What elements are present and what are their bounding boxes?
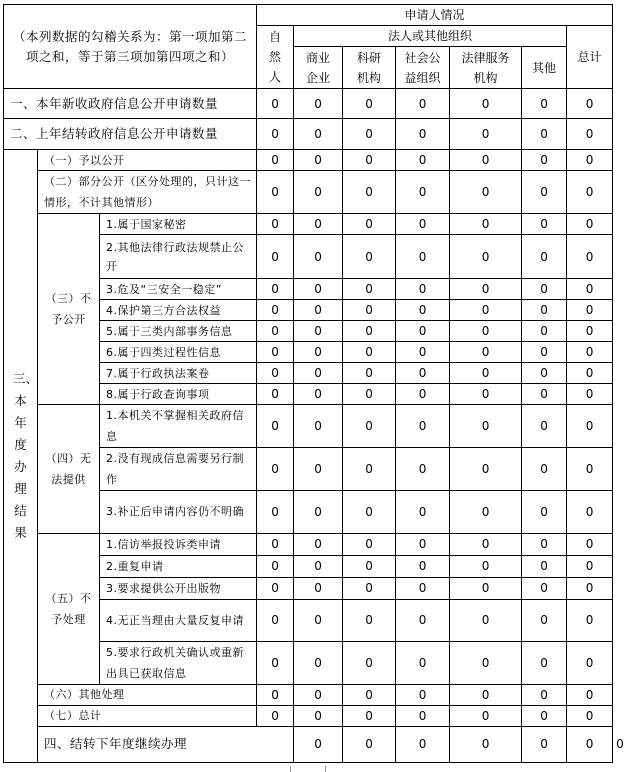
value-cell: 0 xyxy=(396,363,450,384)
value-cell: 0 xyxy=(450,363,522,384)
value-cell: 0 xyxy=(343,321,396,342)
value-cell: 0 xyxy=(396,491,450,533)
gov-info-disclosure-table xyxy=(3,4,624,763)
table-row: 四、结转下年度继续办理 0 0 0 0 0 0 0 xyxy=(4,726,613,762)
value-cell: 0 xyxy=(257,684,294,705)
value-cell: 0 xyxy=(257,491,294,533)
value-cell: 0 xyxy=(396,214,450,235)
value-cell: 0 xyxy=(522,726,567,762)
table-row xyxy=(4,533,613,555)
value-cell: 0 xyxy=(450,599,522,641)
value-cell: 0 xyxy=(567,491,613,533)
value-cell: 0 xyxy=(257,641,294,684)
value-cell: 0 xyxy=(450,119,522,150)
value-cell: 0 xyxy=(522,171,567,214)
value-cell: 0 xyxy=(257,89,294,119)
value-cell: 0 xyxy=(396,705,450,726)
value-cell: 0 xyxy=(567,89,613,119)
value-cell: 0 xyxy=(257,150,294,171)
section-carry-forward: 四、结转下年度继续办理 xyxy=(38,726,294,762)
value-cell: 0 xyxy=(257,119,294,150)
value-cell: 0 xyxy=(294,119,343,150)
value-cell: 0 xyxy=(396,599,450,641)
value-cell: 0 xyxy=(567,279,613,300)
value-cell: 0 xyxy=(522,684,567,705)
value-cell: 0 xyxy=(450,321,522,342)
item-label: 7.属于行政执法案卷 xyxy=(100,363,257,384)
value-cell: 0 xyxy=(522,384,567,405)
value-cell: 0 xyxy=(450,342,522,363)
group-not-processed: （五）不予处理 xyxy=(38,533,100,684)
value-cell: 0 xyxy=(522,599,567,641)
item-label: 3.危及“三安全一稳定” xyxy=(100,279,257,300)
value-cell: 0 xyxy=(294,577,343,599)
value-cell: 0 xyxy=(294,321,343,342)
value-cell: 0 xyxy=(343,599,396,641)
table-row xyxy=(4,171,613,214)
value-cell: 0 xyxy=(294,384,343,405)
value-cell: 0 xyxy=(522,555,567,577)
item-label: 4.无正当理由大量反复申请 xyxy=(100,599,257,641)
table-row xyxy=(4,684,613,705)
value-cell: 0 xyxy=(294,726,343,762)
section-carried-over: 二、上年结转政府信息公开申请数量 xyxy=(4,119,257,150)
value-cell: 0 xyxy=(396,641,450,684)
value-cell: 0 xyxy=(567,448,613,491)
value-cell: 0 xyxy=(257,171,294,214)
value-cell: 0 xyxy=(294,448,343,491)
value-cell: 0 xyxy=(396,684,450,705)
value-cell: 0 xyxy=(450,171,522,214)
value-cell: 0 xyxy=(567,342,613,363)
value-cell: 0 xyxy=(522,363,567,384)
value-cell: 0 xyxy=(396,405,450,448)
value-cell: 0 xyxy=(257,577,294,599)
value-cell: 0 xyxy=(257,363,294,384)
group-unable-to-provide: （四）无法提供 xyxy=(38,405,100,533)
value-cell: 0 xyxy=(294,89,343,119)
value-cell: 0 xyxy=(294,705,343,726)
table-row xyxy=(4,150,613,171)
value-cell: 0 xyxy=(450,491,522,533)
value-cell: 0 xyxy=(343,705,396,726)
table-row xyxy=(4,89,613,119)
value-cell: 0 xyxy=(257,300,294,321)
item-label: 2.没有现成信息需要另行制作 xyxy=(100,448,257,491)
value-cell: 0 xyxy=(294,300,343,321)
value-cell: 0 xyxy=(343,342,396,363)
value-cell: 0 xyxy=(567,171,613,214)
legal-service-header: 法律服务机构 xyxy=(450,47,522,89)
section-results: 三、本年度办理结果 xyxy=(4,150,38,763)
value-cell: 0 xyxy=(450,235,522,279)
legal-org-header: 法人或其他组织 xyxy=(294,26,567,47)
value-cell: 0 xyxy=(396,89,450,119)
value-cell: 0 xyxy=(343,384,396,405)
value-cell: 0 xyxy=(522,491,567,533)
value-cell: 0 xyxy=(522,641,567,684)
value-cell: 0 xyxy=(343,726,396,762)
value-cell: 0 xyxy=(343,491,396,533)
value-cell: 0 xyxy=(396,448,450,491)
value-cell: 0 xyxy=(343,684,396,705)
item-label: 1.本机关不掌握相关政府信息 xyxy=(100,405,257,448)
other-header: 其他 xyxy=(522,47,567,89)
value-cell: 0 xyxy=(294,279,343,300)
value-cell: 0 xyxy=(343,555,396,577)
value-cell: 0 xyxy=(450,214,522,235)
value-cell: 0 xyxy=(343,171,396,214)
item-label: 8.属于行政查询事项 xyxy=(100,384,257,405)
item-label: 2.重复申请 xyxy=(100,555,257,577)
value-cell: 0 xyxy=(567,150,613,171)
item-label: 6.属于四类过程性信息 xyxy=(100,342,257,363)
value-cell: 0 xyxy=(522,214,567,235)
value-cell: 0 xyxy=(396,555,450,577)
table-row xyxy=(4,405,613,448)
value-cell: 0 xyxy=(396,119,450,150)
value-cell: 0 xyxy=(450,279,522,300)
value-cell: 0 xyxy=(567,384,613,405)
table-note: （本列数据的勾稽关系为：第一项加第二项之和，等于第三项加第四项之和） xyxy=(4,5,257,89)
item-label: 2.其他法律行政法规禁止公开 xyxy=(100,235,257,279)
value-cell: 0 xyxy=(450,300,522,321)
value-cell: 0 xyxy=(522,405,567,448)
value-cell: 0 xyxy=(294,555,343,577)
value-cell: 0 xyxy=(343,641,396,684)
value-cell: 0 xyxy=(343,533,396,555)
value-cell: 0 xyxy=(343,363,396,384)
commercial-header: 商业企业 xyxy=(294,47,343,89)
value-cell: 0 xyxy=(257,448,294,491)
value-cell: 0 xyxy=(522,533,567,555)
value-cell: 0 xyxy=(343,89,396,119)
value-cell: 0 xyxy=(257,321,294,342)
value-cell: 0 xyxy=(567,119,613,150)
value-cell: 0 xyxy=(396,321,450,342)
value-cell: 0 xyxy=(294,235,343,279)
value-cell: 0 xyxy=(567,705,613,726)
value-cell: 0 xyxy=(257,235,294,279)
value-cell: 0 xyxy=(450,405,522,448)
item-label: 5.要求行政机关确认或重新出具已获取信息 xyxy=(100,641,257,684)
value-cell: 0 xyxy=(522,119,567,150)
value-cell: 0 xyxy=(450,448,522,491)
value-cell: 0 xyxy=(396,384,450,405)
table-row xyxy=(4,214,613,235)
value-cell: 0 xyxy=(522,279,567,300)
value-cell: 0 xyxy=(396,533,450,555)
value-cell: 0 xyxy=(567,300,613,321)
value-cell: 0 xyxy=(343,119,396,150)
value-cell: 0 xyxy=(522,300,567,321)
value-cell: 0 xyxy=(522,705,567,726)
value-cell: 0 xyxy=(522,89,567,119)
section-new-requests: 一、本年新收政府信息公开申请数量 xyxy=(4,89,257,119)
value-cell: 0 xyxy=(396,300,450,321)
value-cell: 0 xyxy=(257,533,294,555)
value-cell: 0 xyxy=(450,384,522,405)
value-cell: 0 xyxy=(294,342,343,363)
item-label: 5.属于三类内部事务信息 xyxy=(100,321,257,342)
value-cell: 0 xyxy=(257,279,294,300)
value-cell: 0 xyxy=(522,342,567,363)
value-cell: 0 xyxy=(522,321,567,342)
value-cell: 0 xyxy=(343,300,396,321)
value-cell: 0 xyxy=(567,533,613,555)
value-cell: 0 xyxy=(257,705,294,726)
value-cell: 0 xyxy=(450,150,522,171)
value-cell: 0 xyxy=(343,405,396,448)
value-cell: 0 xyxy=(396,342,450,363)
table-row xyxy=(4,119,613,150)
value-cell: 0 xyxy=(522,577,567,599)
value-cell: 0 xyxy=(450,577,522,599)
item-label: 1.属于国家秘密 xyxy=(100,214,257,235)
total-header: 总计 xyxy=(567,26,613,89)
group-other-handling: （六）其他处理 xyxy=(38,684,257,705)
group-partially-disclosed: （二）部分公开（区分处理的，只计这一情形，不计其他情形） xyxy=(38,171,257,214)
value-cell: 0 xyxy=(567,321,613,342)
value-cell: 0 xyxy=(294,363,343,384)
value-cell: 0 xyxy=(396,726,450,762)
value-cell: 0 xyxy=(567,363,613,384)
research-header: 科研机构 xyxy=(343,47,396,89)
value-cell: 0 xyxy=(522,235,567,279)
value-cell: 0 xyxy=(522,448,567,491)
value-cell: 0 xyxy=(257,599,294,641)
value-cell: 0 xyxy=(450,533,522,555)
value-cell: 0 xyxy=(294,533,343,555)
value-cell: 0 xyxy=(294,491,343,533)
value-cell: 0 xyxy=(567,235,613,279)
value-cell: 0 xyxy=(257,405,294,448)
value-cell: 0 xyxy=(396,150,450,171)
value-cell: 0 xyxy=(343,214,396,235)
applicant-info-header: 申请人情况 xyxy=(257,5,613,26)
value-cell: 0 xyxy=(522,150,567,171)
value-cell: 0 xyxy=(450,555,522,577)
value-cell: 0 xyxy=(396,171,450,214)
value-cell: 0 xyxy=(294,405,343,448)
natural-person-header: 自然人 xyxy=(257,26,294,89)
value-cell: 0 xyxy=(396,279,450,300)
value-cell: 0 xyxy=(567,641,613,684)
item-label: 1.信访举报投诉类申请 xyxy=(100,533,257,555)
table-row xyxy=(4,705,613,726)
value-cell: 0 xyxy=(567,684,613,705)
value-cell: 0 xyxy=(567,599,613,641)
value-cell: 0 xyxy=(450,726,522,762)
group-not-disclosed: （三）不予公开 xyxy=(38,214,100,405)
item-label: 3.要求提供公开出版物 xyxy=(100,577,257,599)
value-cell: 0 xyxy=(257,384,294,405)
value-cell: 0 xyxy=(294,599,343,641)
value-cell: 0 xyxy=(450,705,522,726)
value-cell: 0 xyxy=(294,641,343,684)
group-total: （七）总计 xyxy=(38,705,257,726)
value-cell: 0 xyxy=(450,684,522,705)
value-cell: 0 xyxy=(343,577,396,599)
social-welfare-header: 社会公益组织 xyxy=(396,47,450,89)
value-cell: 0 xyxy=(257,342,294,363)
value-cell: 0 xyxy=(343,279,396,300)
value-cell: 0 xyxy=(567,405,613,448)
value-cell: 0 xyxy=(567,577,613,599)
value-cell: 0 xyxy=(567,726,613,762)
value-cell: 0 xyxy=(257,555,294,577)
value-cell: 0 xyxy=(294,150,343,171)
value-cell: 0 xyxy=(294,684,343,705)
item-label: 3.补正后申请内容仍不明确 xyxy=(100,491,257,533)
value-cell: 0 xyxy=(450,641,522,684)
value-cell: 0 xyxy=(294,171,343,214)
item-label: 4.保护第三方合法权益 xyxy=(100,300,257,321)
value-cell: 0 xyxy=(257,214,294,235)
value-cell: 0 xyxy=(396,577,450,599)
value-cell: 0 xyxy=(396,235,450,279)
page-footer-mark xyxy=(290,766,326,772)
value-cell: 0 xyxy=(294,214,343,235)
value-cell: 0 xyxy=(343,235,396,279)
value-cell: 0 xyxy=(450,89,522,119)
value-cell: 0 xyxy=(343,448,396,491)
value-cell: 0 xyxy=(343,150,396,171)
group-disclosed: （一）予以公开 xyxy=(38,150,257,171)
value-cell: 0 xyxy=(567,214,613,235)
value-cell: 0 xyxy=(567,555,613,577)
